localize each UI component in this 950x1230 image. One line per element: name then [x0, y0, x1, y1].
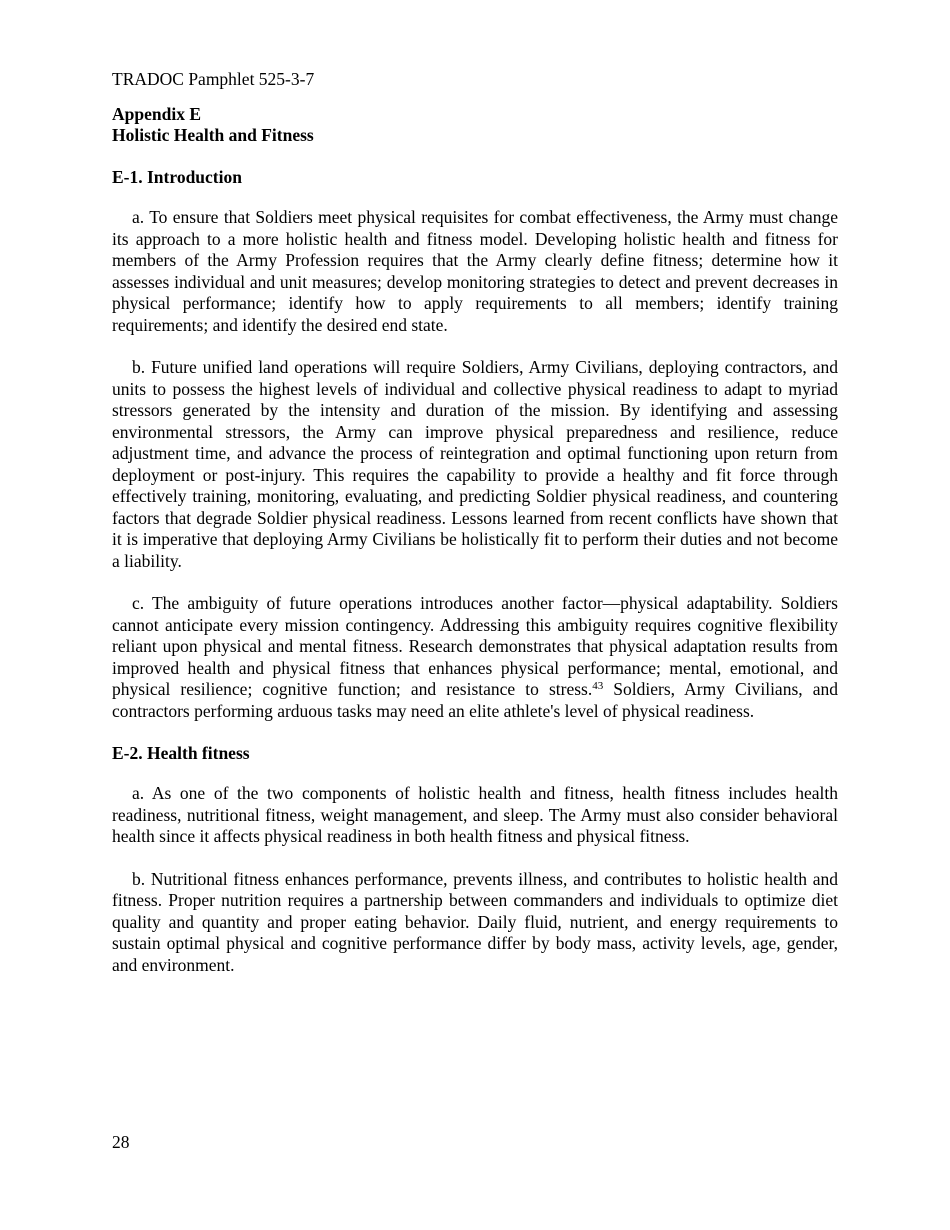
paragraph-e1-c	[112, 593, 838, 722]
section-heading-introduction: E-1. Introduction	[112, 167, 242, 187]
paragraph-e1-b: b. Future unified land operations will require Soldiers, Army Civilians, deploying contractors, and units to possess the highest levels of individual and collective physical readiness to adapt to myriad stressors generated by the intensity and duration of the mission. By identifying and assessing environmental stressors, the Army can improve physical preparedness and resilience, reduce adjustment time, and advance the process of reintegration and optimal functioning upon return from deployment or post-injury. This requires the capability to provide a healthy and fit force through effectively training, monitoring, evaluating, and predicting Soldier physical readiness, and countering factors that degrade Soldier physical readiness. Lessons learned from recent conflicts have shown that it is imperative that deploying Army Civilians be holistically fit to perform their duties and not become a liability.	[112, 357, 838, 571]
document-header: TRADOC Pamphlet 525-3-7	[112, 69, 315, 89]
footnote-reference: 43	[592, 680, 604, 692]
appendix-title-block	[112, 104, 838, 146]
appendix-title: Holistic Health and Fitness	[112, 125, 314, 145]
document-page	[112, 68, 838, 997]
section-heading-health-fitness: E-2. Health fitness	[112, 743, 250, 763]
paragraph-e2-b: b. Nutritional fitness enhances performance, prevents illness, and contributes to holistic health and fitness. Proper nutrition requires a partnership between commanders and individuals to optimize diet quality and quantity and proper eating behavior. Daily fluid, nutrient, and energy requirements to sustain optimal physical and cognitive performance differ by body mass, activity levels, age, gender, and environment.	[112, 868, 838, 975]
page-number: 28	[112, 1132, 130, 1152]
paragraph-e1-a: a. To ensure that Soldiers meet physical requisites for combat effectiveness, the Army must change its approach to a more holistic health and fitness model. Developing holistic health and fitness for members of the Army Profession requires that the Army clearly define fitness; determine how it assesses individual and unit measures; develop monitoring strategies to detect and prevent decreases in physical performance; identify how to apply requirements to all members; identify training requirements; and identify the desired end state.	[112, 207, 838, 335]
paragraph-e1-c-text: c. The ambiguity of future operations introduces another factor—physical adaptability. Soldiers cannot anticipate every mission contingency. Addressing this ambiguity requires cognitive flexibility reliant upon physical and mental fitness. Research demonstrates that physical adaptation results from improved health and physical fitness that enhances physical performance; mental, emotional, and physical resilience; cognitive function; and resistance to stress.	[112, 593, 838, 699]
paragraph-e1-c-text-end: Soldiers, Army Civilians, and contractors performing arduous tasks may need an elite athlete's level of physical readiness.	[112, 679, 838, 721]
appendix-label: Appendix E	[112, 104, 201, 124]
paragraph-e2-a: a. As one of the two components of holistic health and fitness, health fitness includes health readiness, nutritional fitness, weight management, and sleep. The Army must also consider behavioral health since it affects physical readiness in both health fitness and physical fitness.	[112, 783, 838, 846]
